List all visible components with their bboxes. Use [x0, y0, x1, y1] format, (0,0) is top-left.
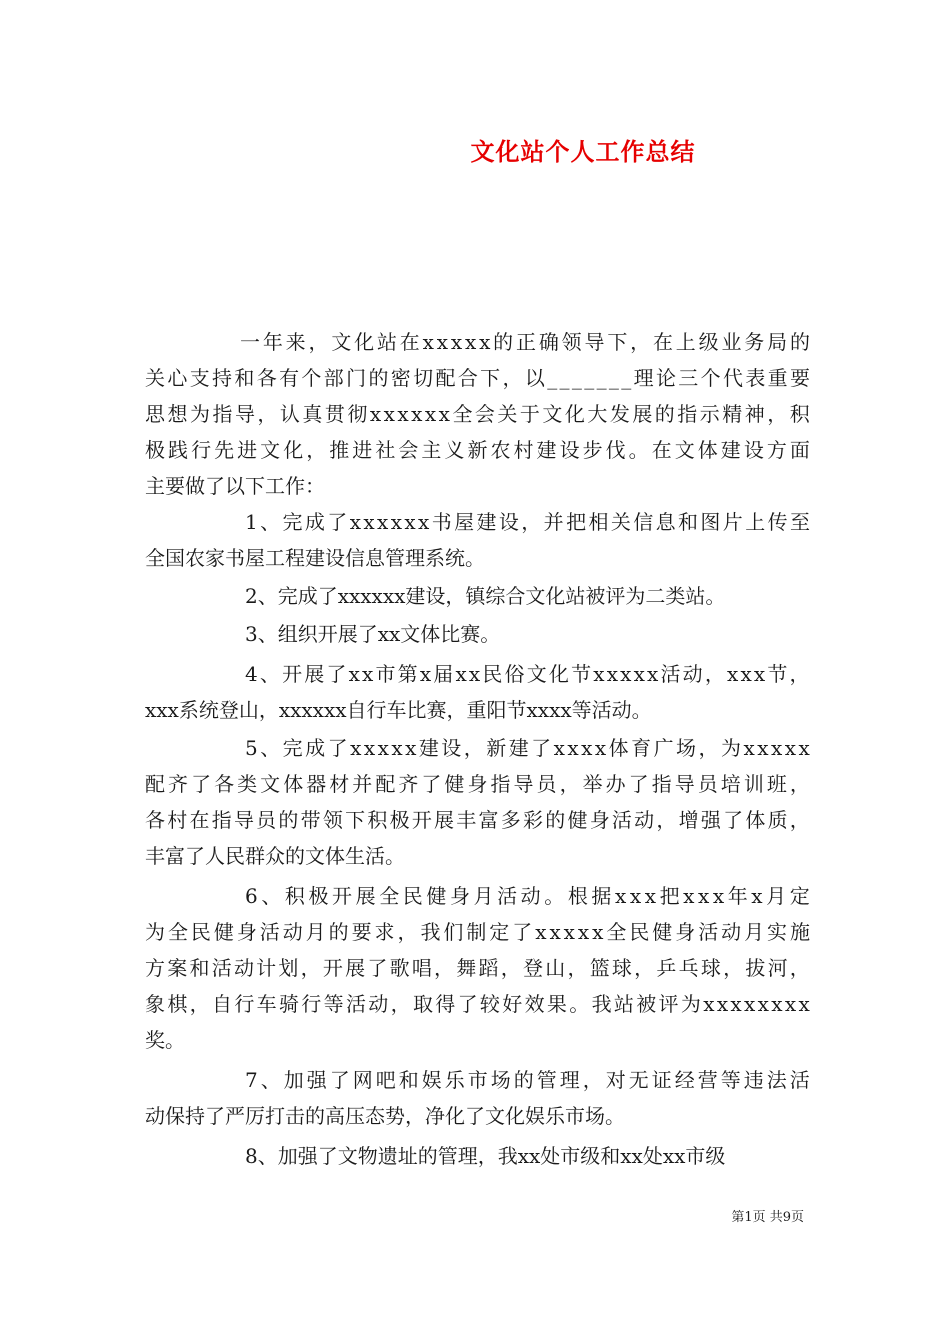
text-line: 为 全 民 健 身 活 动 月 的 要 求 ， 我 们 制 定 了 x x x x x 全 民 健 身 活 动 月 实 施 — [145, 920, 810, 944]
paragraph — [145, 656, 810, 728]
text-line: 7 、 加 强 了 网 吧 和 娱 乐 市 场 的 管 理 ， 对 无 证 经 营 等 违 法 活 — [245, 1068, 810, 1092]
text-line: 8、加强了文物遗址的管理，我xx处市级和xx处xx市级 — [245, 1144, 726, 1168]
paragraph — [145, 1138, 810, 1174]
text-line: 动保持了严厉打击的高压态势，净化了文化娱乐市场。 — [145, 1104, 625, 1128]
text-line: 丰富了人民群众的文体生活。 — [145, 844, 405, 868]
paragraph — [145, 504, 810, 576]
paragraph — [145, 730, 810, 874]
paragraph — [145, 324, 810, 504]
paragraph — [145, 578, 810, 614]
paragraph — [145, 878, 810, 1058]
text-line: 3、组织开展了xx文体比赛。 — [245, 622, 501, 646]
text-line: 思 想 为 指 导 ， 认 真 贯 彻 x x x x x x 全 会 关 于 文 化 大 发 展 的 指 示 精 神 ， 积 — [145, 402, 810, 426]
text-line: 1 、 完 成 了 x x x x x x 书 屋 建 设 ， 并 把 相 关 信 息 和 图 片 上 传 至 — [245, 510, 810, 534]
text-line: 6 、 积 极 开 展 全 民 健 身 月 活 动 。 根 据 x x x 把 x x x 年 x 月 定 — [245, 884, 810, 908]
paragraph — [145, 1062, 810, 1134]
paragraph — [145, 616, 810, 652]
text-line: 极 践 行 先 进 文 化 ， 推 进 社 会 主 义 新 农 村 建 设 步 伐 。 在 文 体 建 设 方 面 — [145, 438, 810, 462]
text-line: 2、完成了xxxxxx建设，镇综合文化站被评为二类站。 — [245, 584, 726, 608]
text-line: 全国农家书屋工程建设信息管理系统。 — [145, 546, 485, 570]
document-body — [145, 324, 810, 1174]
text-line: 奖。 — [145, 1028, 185, 1052]
text-line: 5 、 完 成 了 x x x x x 建 设 ， 新 建 了 x x x x 体 育 广 场 ， 为 x x x x x — [245, 736, 810, 760]
text-line: 各 村 在 指 导 员 的 带 领 下 积 极 开 展 丰 富 多 彩 的 健 身 活 动 ， 增 强 了 体 质 ， — [145, 808, 810, 832]
text-line: 象 棋 ， 自 行 车 骑 行 等 活 动 ， 取 得 了 较 好 效 果 。 我 站 被 评 为 x x x x x x x x — [145, 992, 810, 1016]
text-line: 主要做了以下工作： — [145, 474, 325, 498]
document-title-text: 文化站个人工作总结 — [470, 137, 696, 166]
document-title — [0, 136, 950, 168]
text-line: 方 案 和 活 动 计 划 ， 开 展 了 歌 唱 ， 舞 蹈 ， 登 山 ， 篮 球 ， 乒 乓 球 ， 拔 河 ， — [145, 956, 810, 980]
text-line: 4 、 开 展 了 x x 市 第 x 届 x x 民 俗 文 化 节 x x x x x 活 动 ， x x x 节 ， — [245, 662, 810, 686]
page-footer: 第1页 共9页 — [731, 1210, 804, 1225]
text-line: xxx系统登山，xxxxxx自行车比赛，重阳节xxxx等活动。 — [145, 698, 652, 722]
text-line: 一 年 来 ， 文 化 站 在 x x x x x 的 正 确 领 导 下 ， 在 上 级 业 务 局 的 — [240, 330, 810, 354]
text-line: 关 心 支 持 和 各 有 个 部 门 的 密 切 配 合 下 ， 以 _ _ _ _ _ _ _ 理 论 三 个 代 表 重 要 — [145, 366, 810, 390]
text-line: 配 齐 了 各 类 文 体 器 材 并 配 齐 了 健 身 指 导 员 ， 举 办 了 指 导 员 培 训 班 ， — [145, 772, 810, 796]
